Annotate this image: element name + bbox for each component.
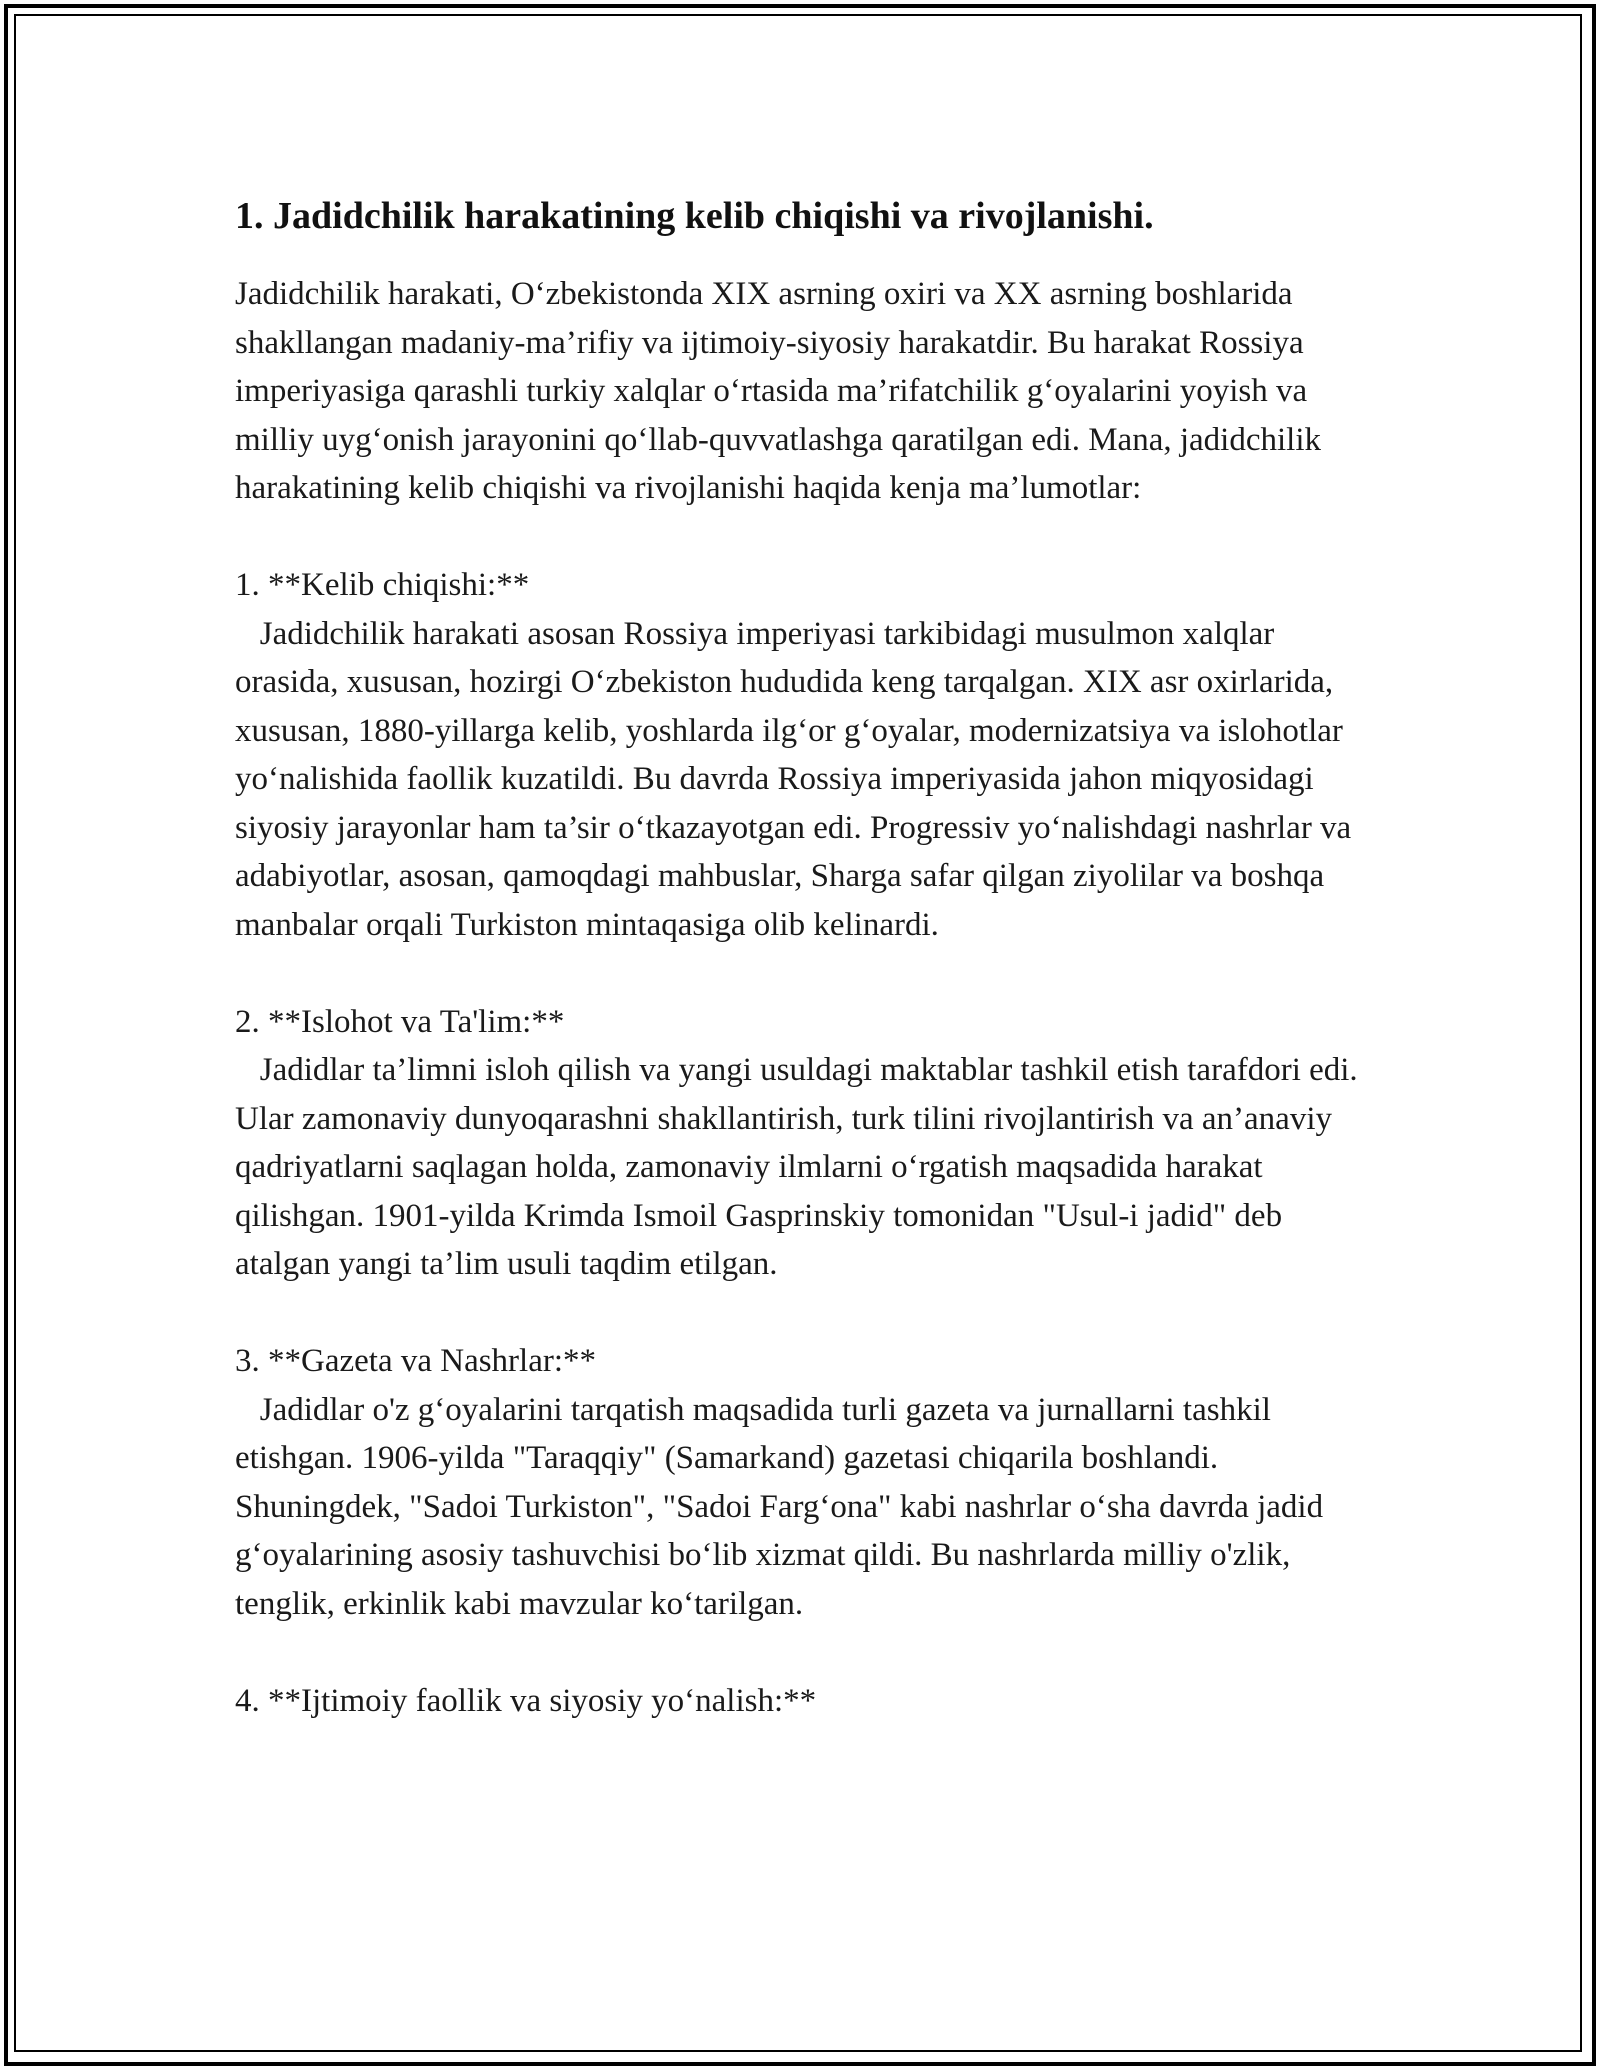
intro-paragraph: Jadidchilik harakati, O‘zbekistonda XIX asrning oxiri va XX asrning boshlarida shakllangan madaniy-ma’rifiy va ijtimoiy-siyosiy harakatdir. Bu harakat Rossiya imperiyasiga qarashli turkiy xalqlar o‘rtasida ma’rifatchilik g‘oyalarini yoyish va milliy uyg‘onish jarayonini qo‘llab-quvvatlashga qaratilgan edi. Mana, jadidchilik harakatining kelib chiqishi va rivojlanishi haqida kenja ma’lumotlar: — [235, 276, 1321, 506]
section-2-body: Jadidlar ta’limni isloh qilish va yangi usuldagi maktablar tashkil etish tarafdori edi. Ular zamonaviy dunyoqarashni shakllantirish, turk tilini rivojlantirish va an’anaviy qadriyatlarni saqlagan holda, zamonaviy ilmlarni o‘rgatish maqsadida harakat qilishgan. 1901-yilda Krimda Ismoil Gasprinskiy tomonidan "Usul-i jadid" deb atalgan yangi ta’lim usuli taqdim etilgan. — [235, 1052, 1366, 1282]
paragraph-gap — [235, 1289, 1365, 1338]
section-4-title: 4. **Ijtimoiy faollik va siyosiy yo‘nalish:** — [235, 1682, 817, 1719]
section-1-body: Jadidchilik harakati asosan Rossiya imperiyasi tarkibidagi musulmon xalqlar orasida, xususan, hozirgi O‘zbekiston hududida keng tarqalgan. XIX asr oxirlarida, xususan, 1880-yillarga kelib, yoshlarda ilg‘or g‘oyalar, modernizatsiya va islohotlar yo‘nalishida faollik kuzatildi. Bu davrda Rossiya imperiyasida jahon miqyosidagi siyosiy jarayonlar ham ta’sir o‘tkazayotgan edi. Progressiv yo‘nalishdagi nashrlar va adabiyotlar, asosan, qamoqdagi mahbuslar, Sharga safar qilgan ziyolilar va boshqa manbalar orqali Turkiston mintaqasiga olib kelinardi. — [235, 615, 1360, 943]
document-page — [235, 190, 1365, 1725]
section-3-body: Jadidlar o'z g‘oyalarini tarqatish maqsadida turli gazeta va jurnallarni tashkil etishgan. 1906-yilda "Taraqqiy" (Samarkand) gazetasi chiqarila boshlandi. Shuningdek, "Sadoi Turkiston", "Sadoi Farg‘ona" kabi nashrlar o‘sha davrda jadid g‘oyalarining asosiy tashuvchisi bo‘lib xizmat qildi. Bu nashrlarda milliy o'zlik, tenglik, erkinlik kabi mavzular ko‘tarilgan. — [235, 1391, 1332, 1622]
section-2-title: 2. **Islohot va Ta'lim:** — [235, 1003, 565, 1040]
paragraph-gap — [235, 1628, 1365, 1677]
page-title: 1. Jadidchilik harakatining kelib chiqishi va rivojlanishi. — [235, 195, 1154, 237]
paragraph-gap — [235, 949, 1365, 998]
section-3-title: 3. **Gazeta va Nashrlar:** — [235, 1343, 597, 1379]
section-1-title: 1. **Kelib chiqishi:** — [235, 567, 530, 603]
paragraph-gap — [235, 513, 1365, 562]
